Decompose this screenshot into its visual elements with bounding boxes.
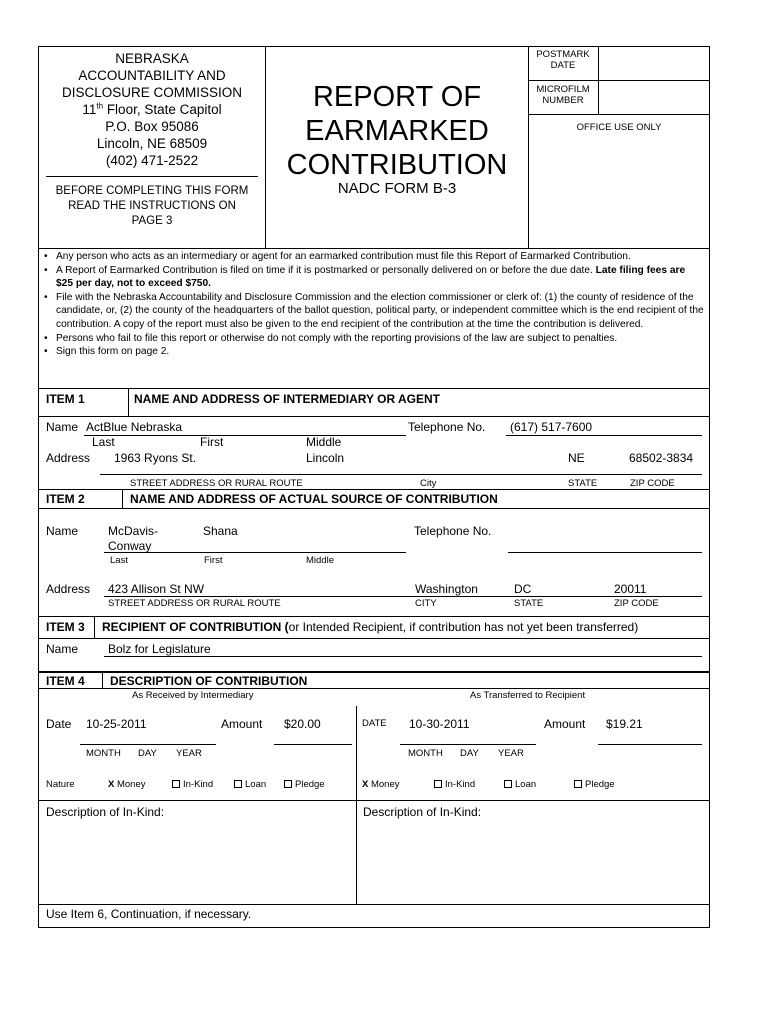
item2-street-caption: STREET ADDRESS OR RURAL ROUTE: [108, 598, 281, 609]
transferred-money-option[interactable]: X Money: [362, 779, 400, 790]
agency-city: Lincoln, NE 68509: [96, 136, 208, 151]
transferred-year-caption: YEAR: [498, 748, 524, 759]
item1-city-field[interactable]: Lincoln: [306, 451, 345, 465]
received-amount-underline: [274, 744, 352, 745]
continuation-note: Use Item 6, Continuation, if necessary.: [46, 907, 252, 921]
received-inkind-option[interactable]: In-Kind: [172, 779, 213, 790]
item3-heading: RECIPIENT OF CONTRIBUTION (or Intended Recipient, if contribution has not yet been transferred): [102, 620, 639, 634]
item2-address-underline: [104, 596, 702, 597]
instructions-list: [44, 250, 704, 359]
received-description-label: Description of In-Kind:: [46, 805, 165, 819]
item1-telephone-field[interactable]: (617) 517-7600: [510, 420, 593, 434]
transferred-date-field[interactable]: 10-30-2011: [409, 717, 470, 731]
item3-name-label: Name: [46, 642, 79, 656]
item1-telephone-underline: [506, 435, 702, 436]
item1-first-caption: First: [200, 435, 224, 449]
agency-line-1: NEBRASKA: [115, 51, 189, 66]
item3-name-field[interactable]: Bolz for Legislature: [108, 642, 211, 656]
header-divider-2: [528, 46, 529, 248]
agency-pobox: P.O. Box 95086: [105, 119, 199, 134]
item1-state-caption: STATE: [568, 478, 598, 489]
received-amount-field[interactable]: $20.00: [284, 717, 321, 731]
item2-city-field[interactable]: Washington: [415, 582, 478, 596]
item2-state-field[interactable]: DC: [514, 582, 532, 596]
item2-telephone-underline[interactable]: [508, 552, 702, 553]
microfilm-label: MICROFILM NUMBER: [536, 84, 590, 106]
received-loan-option[interactable]: Loan: [234, 779, 266, 790]
item2-name-underline: [104, 552, 406, 553]
item2-zip-caption: ZIP CODE: [614, 598, 659, 609]
instruction-item: • Sign this form on page 2.: [44, 345, 704, 359]
item2-top: [38, 489, 710, 490]
checkbox-icon: [234, 780, 242, 788]
transferred-description-field[interactable]: [358, 822, 708, 902]
item2-street-field[interactable]: 423 Allison St NW: [108, 582, 205, 596]
item1-state-field[interactable]: NE: [568, 451, 585, 465]
form-title: REPORT OF EARMARKED CONTRIBUTION: [286, 81, 508, 181]
checkbox-icon: [504, 780, 512, 788]
transferred-month-caption: MONTH: [408, 748, 443, 759]
transferred-description-label: Description of In-Kind:: [363, 805, 482, 819]
transferred-day-caption: DAY: [460, 748, 479, 759]
item2-city-caption: CITY: [415, 598, 437, 609]
checkbox-icon: [574, 780, 582, 788]
office-line-2: [528, 114, 710, 115]
checkbox-icon: [172, 780, 180, 788]
agency-block: [40, 50, 264, 169]
item4-label-divider: [102, 672, 103, 688]
before-note: BEFORE COMPLETING THIS FORM READ THE INSTRUCTIONS ON PAGE 3: [55, 185, 249, 227]
item2-bottom: [38, 508, 710, 509]
item3-name-underline: [104, 656, 702, 657]
item1-bottom: [38, 416, 710, 417]
agency-divider: [46, 176, 258, 177]
transferred-pledge-option[interactable]: Pledge: [574, 779, 615, 790]
received-date-underline: [80, 744, 216, 745]
item3-bottom: [38, 638, 710, 639]
agency-line-3: DISCLOSURE COMMISSION: [61, 85, 243, 100]
transferred-loan-option[interactable]: Loan: [504, 779, 536, 790]
item1-label-divider: [128, 388, 129, 416]
header-bottom: [38, 248, 710, 249]
item2-first-field[interactable]: Shana: [203, 524, 238, 538]
item3-top: [38, 616, 710, 617]
item4-transferred-subheading: As Transferred to Recipient: [470, 690, 586, 701]
agency-line-2: ACCOUNTABILITY AND: [78, 68, 226, 83]
transferred-amount-field[interactable]: $19.21: [606, 717, 643, 731]
item2-last-field[interactable]: McDavis- Conway: [108, 524, 158, 553]
item4-top: [38, 672, 710, 673]
item2-zip-field[interactable]: 20011: [614, 582, 647, 596]
item1-label: ITEM 1: [46, 392, 85, 406]
description-top: [38, 800, 710, 801]
transferred-date-underline: [400, 744, 536, 745]
item1-middle-caption: Middle: [306, 435, 342, 449]
item1-name-field[interactable]: ActBlue Nebraska: [86, 420, 183, 434]
agency-floor: 11th Floor, State Capitol: [82, 101, 222, 117]
item2-label-divider: [122, 489, 123, 508]
instruction-item: • Any person who acts as an intermediary or agent for an earmarked contribution must file this Report of Earmarked Contribution.: [44, 250, 704, 264]
item2-label: ITEM 2: [46, 492, 85, 506]
instruction-item: • Persons who fail to file this report or otherwise do not comply with the reporting provisions of the law are subject to penalties.: [44, 332, 704, 346]
item1-zip-field[interactable]: 68502-3834: [629, 451, 694, 465]
received-amount-label: Amount: [221, 717, 263, 731]
continuation-top: [38, 904, 710, 905]
transferred-inkind-option[interactable]: In-Kind: [434, 779, 475, 790]
nature-label: Nature: [46, 779, 75, 790]
received-date-field[interactable]: 10-25-2011: [86, 717, 147, 731]
received-pledge-option[interactable]: Pledge: [284, 779, 325, 790]
item2-telephone-label: Telephone No.: [414, 524, 492, 538]
transferred-amount-underline: [598, 744, 702, 745]
item1-city-caption: City: [420, 478, 437, 489]
item1-street-caption: STREET ADDRESS OR RURAL ROUTE: [130, 478, 303, 489]
item4-middle-divider: [356, 706, 357, 904]
item2-first-caption: First: [204, 555, 223, 566]
transferred-date-label: DATE: [362, 718, 387, 729]
received-date-label: Date: [46, 717, 72, 731]
item1-name-underline: [84, 435, 406, 436]
agency-phone: (402) 471-2522: [105, 153, 199, 168]
transferred-amount-label: Amount: [544, 717, 586, 731]
item1-street-field[interactable]: 1963 Ryons St.: [114, 451, 197, 465]
item4-heading-bottom: [38, 688, 710, 689]
received-description-field[interactable]: [40, 822, 354, 902]
item2-last-caption: Last: [110, 555, 128, 566]
item1-name-label: Name: [46, 420, 79, 434]
item1-zip-caption: ZIP CODE: [630, 478, 675, 489]
item2-middle-caption: Middle: [306, 555, 334, 566]
item1-heading: NAME AND ADDRESS OF INTERMEDIARY OR AGENT: [134, 392, 441, 406]
item4-label: ITEM 4: [46, 674, 85, 688]
item4-heading: DESCRIPTION OF CONTRIBUTION: [110, 674, 308, 688]
item1-top: [38, 388, 710, 389]
received-month-caption: MONTH: [86, 748, 121, 759]
checkbox-icon: [434, 780, 442, 788]
item4-received-subheading: As Received by Intermediary: [132, 690, 254, 701]
postmark-label: POSTMARK DATE: [536, 49, 590, 71]
item1-address-label: Address: [46, 451, 91, 465]
received-day-caption: DAY: [138, 748, 157, 759]
received-year-caption: YEAR: [176, 748, 202, 759]
form-number: NADC FORM B-3: [337, 180, 457, 197]
instruction-item: • A Report of Earmarked Contribution is filed on time if it is postmarked or personally delivered on or before the due date. Late filing fees are $25 per day, not to exceed $750.: [44, 264, 704, 291]
item3-label-divider: [94, 616, 95, 638]
item1-last-caption: Last: [92, 435, 115, 449]
office-use-only: OFFICE USE ONLY: [576, 122, 662, 133]
item2-address-label: Address: [46, 582, 91, 596]
item2-name-label: Name: [46, 524, 79, 538]
instruction-item: • File with the Nebraska Accountability and Disclosure Commission and the election commissioner or clerk of: (1) the county of residence of the candidate, or, (2) the county of the headquarters of the ballot question, political party, or independent committee which is the end recipient of the contribution. A copy of the report must also be given to the end recipient of the contribution at the time the contribution is delivered.: [44, 291, 704, 332]
item3-label: ITEM 3: [46, 620, 85, 634]
received-money-option[interactable]: X Money: [108, 779, 146, 790]
item1-telephone-label: Telephone No.: [408, 420, 486, 434]
item2-heading: NAME AND ADDRESS OF ACTUAL SOURCE OF CONTRIBUTION: [130, 492, 498, 506]
checkbox-icon: [284, 780, 292, 788]
item2-state-caption: STATE: [514, 598, 544, 609]
office-line-1: [528, 80, 710, 81]
item1-address-underline: [100, 474, 702, 475]
